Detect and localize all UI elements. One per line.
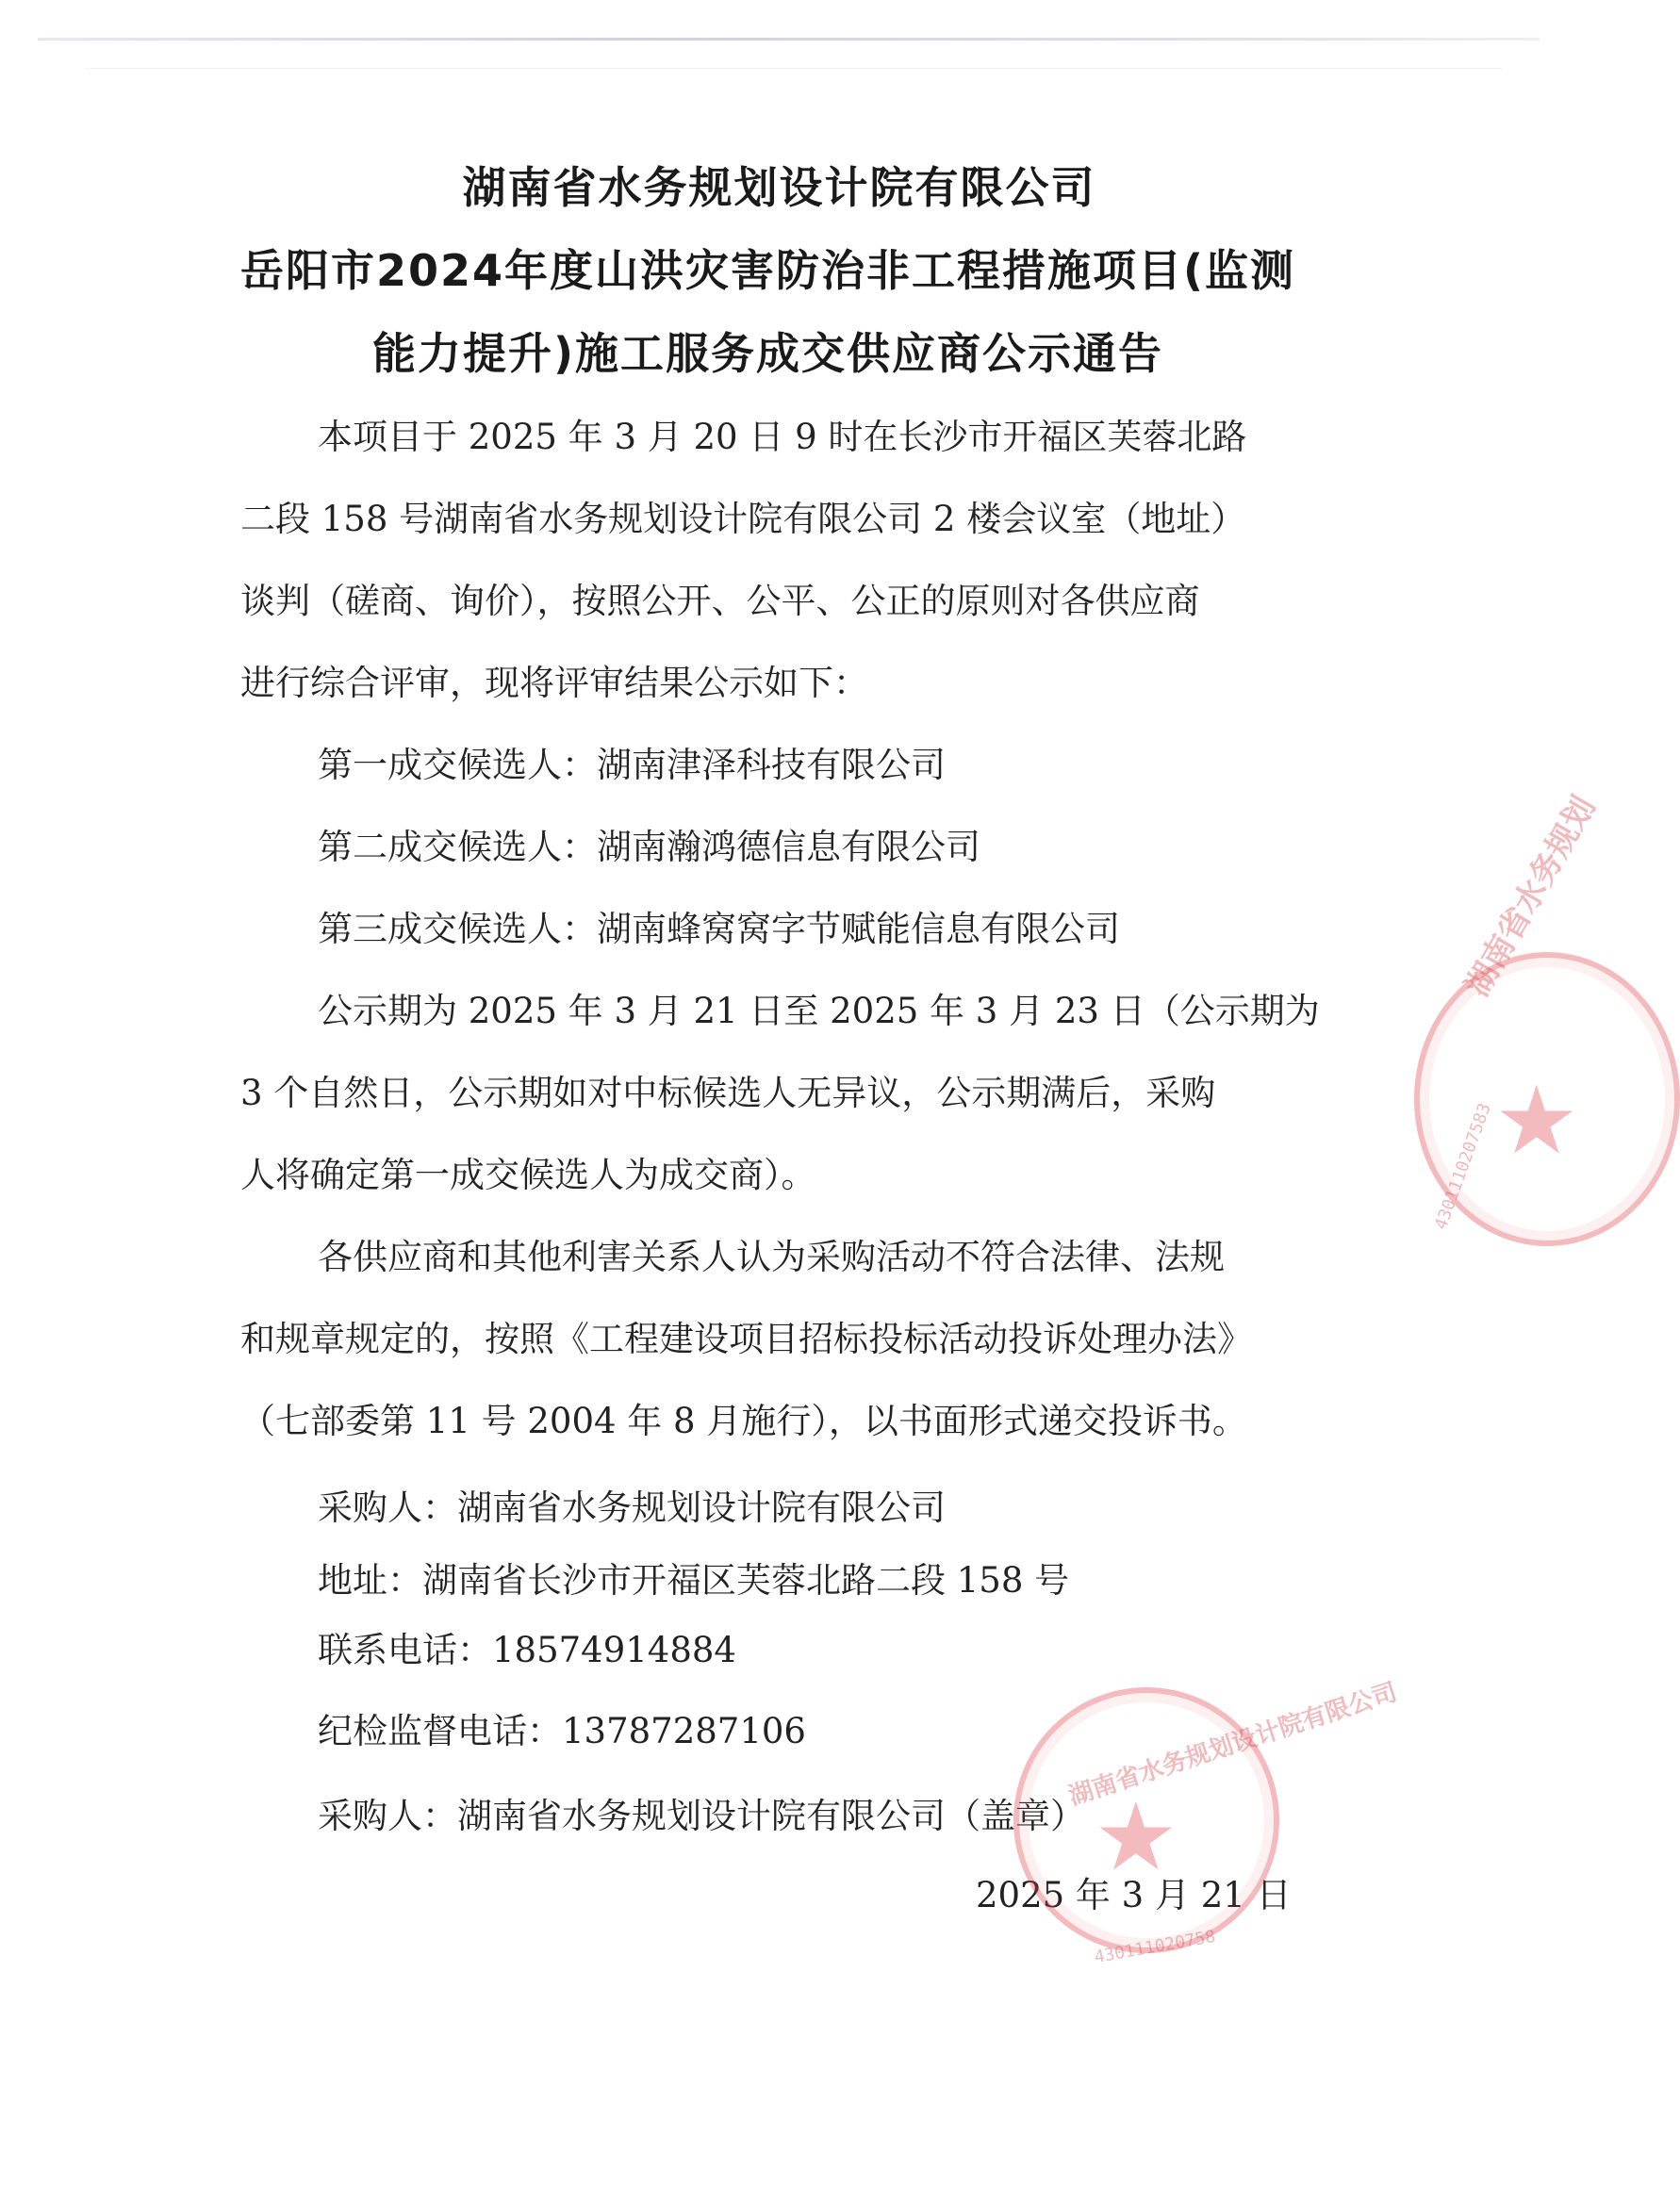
- intro-line-1: 本项目于 2025 年 3 月 20 日 9 时在长沙市开福区芙蓉北路: [318, 417, 1247, 457]
- contact-purchaser: [318, 1486, 946, 1531]
- seal-right-code: 4301110207583: [1431, 1100, 1495, 1233]
- candidate-1: [318, 743, 946, 788]
- contact-supervision: [318, 1709, 806, 1754]
- seal-bottom-text: 湖南省水务规划设计院有限公司: [1065, 1678, 1401, 1812]
- seal-right-text: 湖南省水务规划: [1458, 789, 1604, 1003]
- candidate-1-label: 第一成交候选人：: [318, 745, 597, 785]
- seal-bottom-code: 430111020758: [1093, 1926, 1217, 1968]
- contact-purchaser-value: 湖南省水务规划设计院有限公司: [457, 1487, 946, 1528]
- period-line-3: 人将确定第一成交候选人为成交商）。: [240, 1155, 816, 1195]
- candidate-2-name: 湖南瀚鸿德信息有限公司: [597, 827, 980, 867]
- contact-phone-label: 联系电话：: [318, 1630, 492, 1670]
- intro-line-4: 进行综合评审，现将评审结果公示如下：: [240, 663, 868, 703]
- signature-date: 2025 年 3 月 21 日: [976, 1875, 1292, 1915]
- header-project-title-line2: 能力提升)施工服务成交供应商公示通告: [372, 328, 1164, 379]
- contact-address: [318, 1558, 1069, 1603]
- intro-line-3: 谈判（磋商、询价），按照公开、公平、公正的原则对各供应商: [240, 581, 1200, 621]
- seal-bottom-star-icon: ★: [1094, 1782, 1178, 1892]
- complaint-line-1: 各供应商和其他利害关系人认为采购活动不符合法律、法规: [318, 1237, 1225, 1277]
- signature-line: 采购人：湖南省水务规划设计院有限公司（盖章）: [318, 1796, 1085, 1836]
- period-line-2: 3 个自然日，公示期如对中标候选人无异议，公示期满后，采购: [240, 1073, 1216, 1113]
- contact-phone: [318, 1628, 736, 1673]
- complaint-line-3: （七部委第 11 号 2004 年 8 月施行），以书面形式递交投诉书。: [240, 1401, 1247, 1441]
- contact-address-value: 湖南省长沙市开福区芙蓉北路二段 158 号: [422, 1560, 1070, 1601]
- intro-line-2: 二段 158 号湖南省水务规划设计院有限公司 2 楼会议室（地址）: [240, 499, 1246, 539]
- contact-address-label: 地址：: [318, 1560, 422, 1601]
- period-line-1: 公示期为 2025 年 3 月 21 日至 2025 年 3 月 23 日（公示期为: [318, 991, 1320, 1031]
- candidate-2: [318, 825, 980, 870]
- contact-supervision-value: 13787287106: [562, 1711, 806, 1751]
- scan-edge-line: [38, 38, 1540, 41]
- contact-supervision-label: 纪检监督电话：: [318, 1711, 562, 1751]
- seal-right-star-icon: ★: [1494, 1065, 1579, 1175]
- header-project-title-line1: 岳阳市2024年度山洪灾害防治非工程措施项目(监测: [240, 245, 1296, 296]
- candidate-3-label: 第三成交候选人：: [318, 909, 597, 949]
- candidate-3-name: 湖南蜂窝窝字节赋能信息有限公司: [597, 909, 1120, 949]
- contact-phone-value: 18574914884: [492, 1630, 736, 1670]
- header-company: 湖南省水务规划设计院有限公司: [462, 162, 1096, 213]
- candidate-3: [318, 907, 1120, 952]
- candidate-2-label: 第二成交候选人：: [318, 827, 597, 867]
- contact-purchaser-label: 采购人：: [318, 1487, 457, 1528]
- complaint-line-2: 和规章规定的，按照《工程建设项目招标投标活动投诉处理办法》: [240, 1319, 1252, 1359]
- scan-faint-line: [85, 68, 1502, 69]
- candidate-1-name: 湖南津泽科技有限公司: [597, 745, 946, 785]
